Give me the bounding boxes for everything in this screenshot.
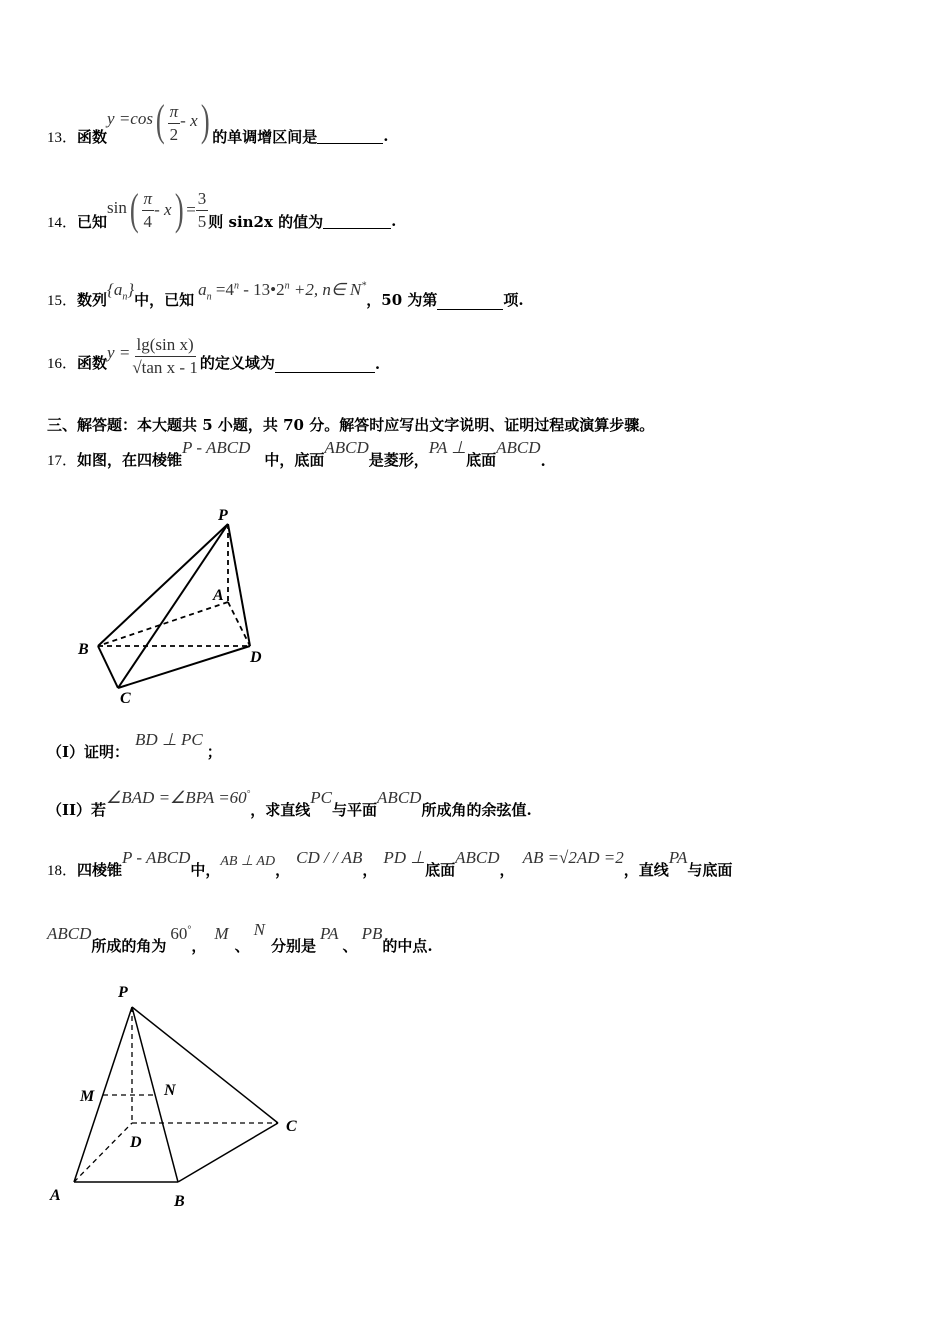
question-13 — [47, 96, 389, 148]
math-expression: PC — [310, 788, 333, 807]
question-text: 数列 — [77, 291, 108, 309]
fraction-numerator: 3 — [196, 188, 209, 211]
math-expression: sin — [107, 198, 127, 217]
question-text: 中，底面 — [264, 451, 325, 469]
pyramid-figure-17 — [70, 500, 280, 710]
question-14 — [47, 186, 396, 234]
fraction — [168, 101, 181, 146]
math-expression: AB ⊥ AD — [220, 854, 276, 869]
fraction — [130, 334, 200, 379]
math-expression: PB — [361, 924, 383, 943]
sequence-notation — [107, 280, 134, 302]
vertex-label-B: B — [78, 641, 89, 658]
question-text: 与底面 — [687, 861, 733, 879]
math-expression: M — [214, 924, 229, 943]
question-text: 如图，在四棱锥 — [77, 451, 183, 469]
question-text: ，求直线 — [250, 801, 311, 819]
question-text: 分别是 — [270, 937, 316, 955]
edge-CD — [118, 646, 250, 688]
point-label-M: M — [80, 1088, 95, 1105]
question-text: ，直线 — [623, 861, 669, 879]
equals-sign: = — [186, 200, 196, 219]
math-expression: ABCD — [496, 438, 541, 457]
formula-superscript: n — [234, 279, 240, 291]
degree-sign: ° — [246, 788, 251, 799]
math-expression: ABCD — [47, 924, 92, 943]
edge-PD — [228, 524, 250, 646]
punctuation: ， — [275, 861, 291, 879]
question-text: 底面 — [466, 451, 497, 469]
question-16 — [47, 327, 380, 381]
seq-subscript: n — [122, 291, 128, 302]
answer-blank[interactable] — [275, 358, 375, 373]
math-expression: - x — [154, 200, 172, 219]
edge-PB — [98, 524, 228, 646]
formula-superscript: n — [284, 279, 290, 291]
paren-right: ) — [200, 96, 210, 145]
question-text: 与平面 — [332, 801, 378, 819]
math-expression: ABCD — [324, 438, 369, 457]
math-expression: P - ABCD — [182, 438, 251, 457]
question-text: 函数 — [77, 354, 108, 372]
question-text: 则 sin2x 的值为 — [208, 212, 324, 231]
paren-right: ) — [174, 185, 184, 234]
fraction-numerator: π — [142, 188, 155, 211]
vertex-label-A: A — [213, 587, 224, 604]
paren-left: ( — [155, 96, 165, 145]
edge-AB — [98, 602, 228, 646]
question-text: 底面 — [425, 861, 456, 879]
formula-part: - 13•2 — [239, 279, 285, 299]
question-17 — [47, 436, 546, 470]
angle-expression: ∠BAD =∠BPA =60 — [106, 788, 247, 807]
question-text: 所成的角为 — [91, 937, 167, 955]
math-expression: PA ⊥ — [428, 438, 467, 457]
math-expression: PD ⊥ — [383, 848, 426, 867]
q17-part-1 — [47, 728, 222, 762]
math-expression: PA — [668, 848, 688, 867]
fraction-denominator: 5 — [197, 211, 207, 231]
fraction-numerator: lg(sin x) — [135, 334, 196, 357]
vertex-label-A: A — [50, 1187, 61, 1204]
fraction-denominator: √tan x - 1 — [132, 358, 198, 377]
math-expression: ABCD — [377, 788, 422, 807]
question-text: 项. — [503, 291, 524, 309]
question-number: 18． — [47, 863, 78, 879]
vertex-label-P: P — [218, 507, 228, 524]
math-expression: N — [253, 920, 265, 939]
seq-open: {a — [107, 279, 123, 299]
angle-value: 60 — [170, 924, 188, 943]
question-text: 所成角的余弦值. — [421, 801, 532, 819]
point-label-N: N — [164, 1082, 176, 1099]
question-text: 中，已知 — [134, 291, 195, 309]
formula-part: =4 — [211, 279, 235, 299]
vertex-label-B: B — [174, 1193, 185, 1210]
part-label: （I）证明： — [47, 743, 130, 761]
vertex-label-P: P — [118, 984, 128, 1001]
fraction-numerator: π — [168, 101, 181, 124]
math-expression: AB =√2AD =2 — [522, 848, 624, 867]
period: . — [540, 452, 546, 470]
question-text: 的单调增区间是 — [212, 127, 318, 146]
answer-blank[interactable] — [317, 129, 383, 144]
question-number: 17． — [47, 453, 78, 469]
math-expression — [170, 924, 191, 944]
question-18 — [47, 846, 732, 880]
semicolon: ； — [206, 743, 222, 761]
seq-close: } — [127, 279, 135, 299]
formula — [198, 280, 366, 302]
math-expression: BD ⊥ PC — [135, 730, 203, 749]
section-heading: 三、解答题：本大题共 5 小题，共 70 分。解答时应写出文字说明、证明过程或演算步骤。 — [47, 416, 655, 434]
question-number: 16． — [47, 356, 78, 372]
degree-sign: ° — [187, 924, 192, 936]
math-expression: PA — [319, 924, 339, 943]
formula-part: +2, n∈ N — [289, 279, 362, 299]
fraction-denominator: 4 — [143, 211, 153, 231]
fraction-denominator: 2 — [169, 124, 179, 144]
punctuation: ， — [499, 861, 515, 879]
question-text: ，50 为第 — [366, 291, 438, 309]
period: . — [374, 355, 381, 373]
formula-subscript: n — [206, 291, 212, 302]
q17-part-2 — [47, 786, 532, 820]
question-text: 是菱形， — [368, 451, 429, 469]
answer-blank[interactable] — [323, 214, 391, 229]
question-15 — [47, 270, 524, 310]
formula-an: a — [198, 279, 207, 299]
pyramid-figure-18 — [40, 975, 320, 1215]
formula-superscript: * — [361, 279, 367, 291]
math-expression — [106, 788, 250, 808]
question-text: 四棱锥 — [77, 861, 123, 879]
question-number: 13． — [47, 129, 78, 146]
question-text: 中， — [190, 861, 221, 879]
question-text: 已知 — [77, 212, 108, 231]
punctuation: ， — [191, 937, 207, 955]
answer-blank[interactable] — [437, 295, 503, 310]
vertex-label-D: D — [250, 649, 262, 666]
question-18-cont — [47, 918, 433, 956]
math-expression: y =cos — [107, 109, 153, 128]
question-number: 14． — [47, 214, 78, 231]
math-expression: ABCD — [455, 848, 500, 867]
punctuation: ， — [362, 861, 378, 879]
edge-PC — [132, 1007, 278, 1123]
fraction — [142, 188, 155, 233]
question-text: 的定义域为 — [199, 354, 275, 372]
period: . — [383, 127, 389, 145]
edge-AD — [74, 1123, 132, 1182]
vertex-label-C: C — [286, 1118, 297, 1135]
math-expression: - x — [180, 111, 198, 130]
vertex-label-D: D — [130, 1134, 142, 1151]
fraction — [196, 188, 209, 233]
punctuation: 、 — [234, 937, 250, 955]
vertex-label-C: C — [120, 690, 131, 707]
period: . — [391, 212, 397, 230]
edge-BC — [178, 1123, 278, 1182]
question-number: 15． — [47, 293, 78, 309]
edge-PC — [118, 524, 228, 688]
punctuation: 、 — [342, 937, 358, 955]
question-text: 函数 — [77, 127, 108, 146]
math-expression: y = — [107, 343, 131, 362]
math-expression: CD / / AB — [296, 848, 363, 867]
edge-BC — [98, 646, 118, 688]
question-text: 的中点. — [382, 937, 433, 955]
part-label: （II）若 — [47, 801, 107, 819]
math-expression: P - ABCD — [122, 848, 191, 867]
paren-left: ( — [129, 185, 139, 234]
